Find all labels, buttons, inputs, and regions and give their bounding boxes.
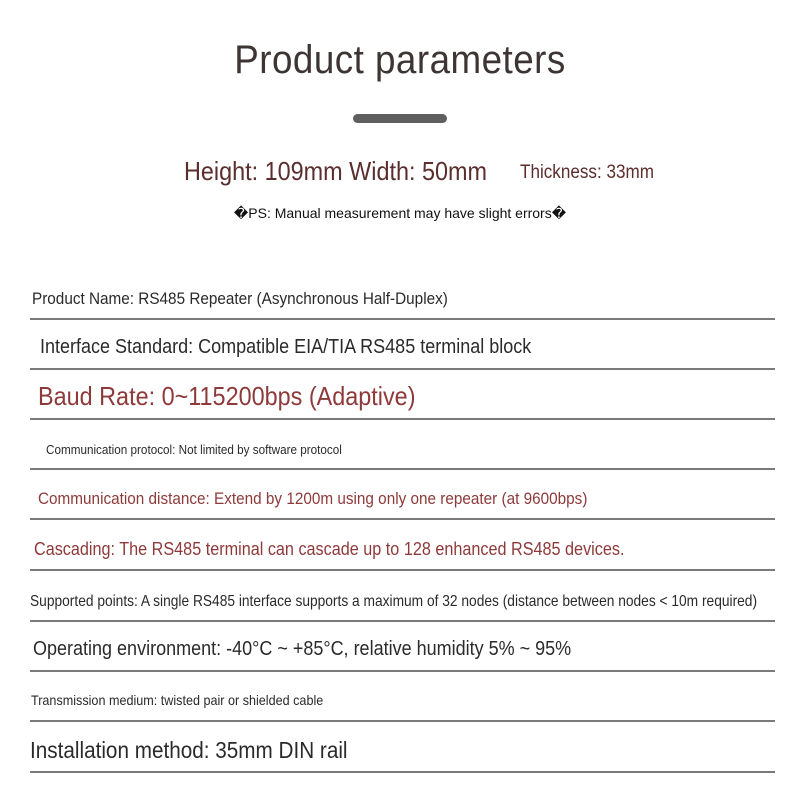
param-row-supported-points xyxy=(30,570,775,622)
param-row-operating-environment xyxy=(30,620,775,672)
param-row-communication-protocol xyxy=(30,418,775,470)
height-width-dimension: Height: 109mm Width: 50mm xyxy=(184,156,488,186)
param-supported-points: Supported points: A single RS485 interface supports a maximum of 32 nodes (distance between nodes < 10m required) xyxy=(30,593,758,610)
param-row-interface-standard xyxy=(30,318,775,370)
param-row-installation-method xyxy=(30,721,775,773)
param-transmission-medium: Transmission medium: twisted pair or shielded cable xyxy=(31,692,324,708)
param-communication-protocol: Communication protocol: Not limited by software protocol xyxy=(46,442,342,457)
param-row-product-name xyxy=(30,268,775,320)
thickness-dimension: Thickness: 33mm xyxy=(520,162,654,183)
param-row-transmission-medium xyxy=(30,670,775,722)
page-title: Product parameters xyxy=(234,38,566,82)
param-row-cascading xyxy=(30,519,775,571)
param-row-communication-distance xyxy=(30,468,775,520)
param-baud-rate: Baud Rate: 0~115200bps (Adaptive) xyxy=(38,381,416,411)
param-interface-standard: Interface Standard: Compatible EIA/TIA RS485 terminal block xyxy=(40,336,532,358)
param-installation-method: Installation method: 35mm DIN rail xyxy=(30,737,348,763)
param-row-baud-rate xyxy=(30,368,775,420)
param-operating-environment: Operating environment: -40°C ~ +85°C, relative humidity 5% ~ 95% xyxy=(33,638,572,660)
measurement-note: �PS: Manual measurement may have slight errors� xyxy=(233,205,567,221)
param-product-name: Product Name: RS485 Repeater (Asynchronous Half-Duplex) xyxy=(32,289,448,308)
param-cascading: Cascading: The RS485 terminal can cascade up to 128 enhanced RS485 devices. xyxy=(34,539,625,559)
param-communication-distance: Communication distance: Extend by 1200m using only one repeater (at 9600bps) xyxy=(38,489,588,508)
title-underline xyxy=(353,114,447,123)
